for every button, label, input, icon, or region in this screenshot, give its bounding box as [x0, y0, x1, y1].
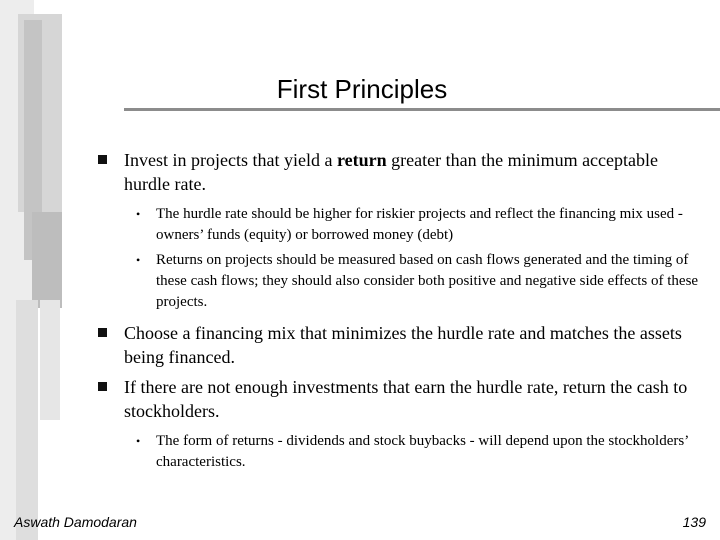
- bullet-invest: [96, 148, 706, 196]
- bullet-text: Invest in projects that yield a: [124, 150, 337, 170]
- decor-bar: [16, 300, 38, 540]
- bullet-text: If there are not enough investments that earn the hurdle rate, return the cash to stockholders.: [124, 377, 688, 421]
- decorative-bars: [0, 0, 60, 540]
- dot-bullet-icon: •: [136, 253, 141, 267]
- dot-bullet-icon: •: [136, 434, 141, 448]
- sub-bullet-text: The hurdle rate should be higher for riskier projects and reflect the financing mix used - owners’ funds (equity) or borrowed money (debt): [156, 206, 683, 243]
- bullet-text: greater than the minimum acceptable hurdle rate.: [124, 150, 659, 194]
- sub-bullets: [124, 204, 706, 313]
- decor-bar: [40, 300, 60, 420]
- dot-bullet-icon: •: [136, 207, 141, 221]
- sub-bullet-returns: [124, 250, 706, 313]
- slide-title: First Principles: [276, 74, 448, 104]
- decor-bar: [32, 212, 62, 308]
- page-number: 139: [682, 514, 706, 530]
- square-bullet-icon: [98, 382, 107, 391]
- bullet-dividend: [96, 375, 706, 423]
- sub-bullet-text: Returns on projects should be measured based on cash flows generated and the timing of these cash flows; they should also consider both positive and negative side effects of these projects.: [156, 252, 699, 310]
- sub-bullet-returns-form: [124, 431, 706, 473]
- sub-bullet-text: The form of returns - dividends and stock buybacks - will depend upon the stockholders’ characteristics.: [156, 433, 689, 470]
- title-rule: [124, 108, 720, 111]
- slide-content: [96, 148, 706, 477]
- bullet-financing: [96, 321, 706, 369]
- square-bullet-icon: [98, 328, 107, 337]
- bullet-bold-text: return: [336, 150, 387, 170]
- bullet-text: Choose a financing mix that minimizes the hurdle rate and matches the assets being financed.: [124, 323, 682, 367]
- footer-author: Aswath Damodaran: [14, 514, 137, 530]
- sub-bullet-hurdle: [124, 204, 706, 246]
- square-bullet-icon: [98, 155, 107, 164]
- sub-bullets: [124, 431, 706, 473]
